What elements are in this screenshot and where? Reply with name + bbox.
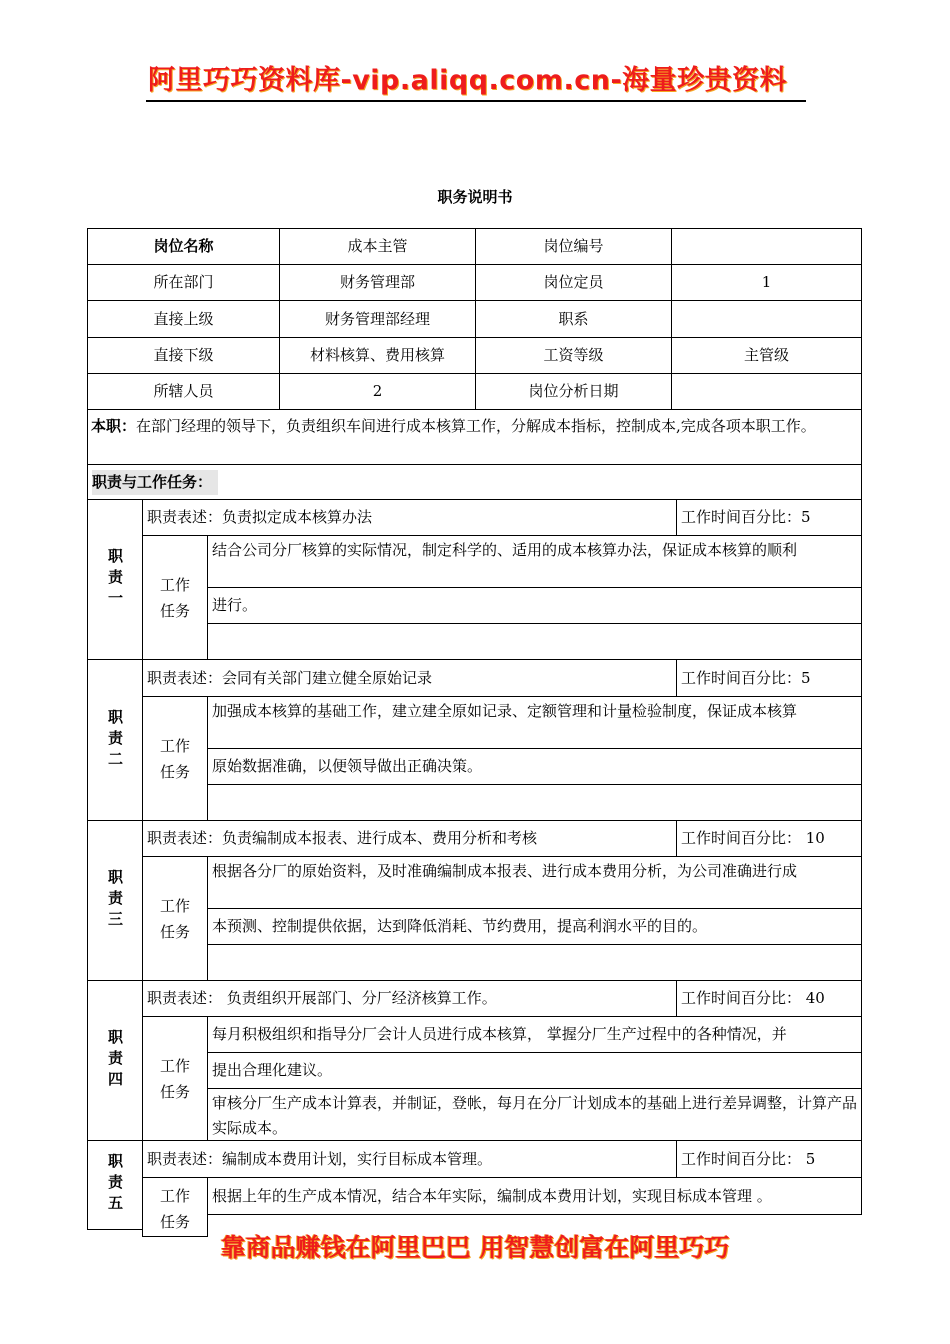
label-pay-grade: 工资等级 xyxy=(475,337,672,374)
label-post-name: 岗位名称 xyxy=(87,228,280,265)
duty-3-task-2: 本预测、控制提供依据，达到降低消耗、节约费用，提高利润水平的目的。 xyxy=(207,908,862,945)
duty-5-task-label xyxy=(142,1177,208,1237)
header-banner: 阿里巧巧资料库-vip.aliqq.com.cn-海量珍贵资料 xyxy=(148,65,788,96)
duty-1-task-1: 结合公司分厂核算的实际情况，制定科学的、适用的成本核算办法，保证成本核算的顺利 xyxy=(207,535,862,588)
label-post-number: 岗位编号 xyxy=(475,228,672,265)
duty-4-title-text: 职责四 xyxy=(106,1029,124,1092)
value-post-number xyxy=(671,228,862,265)
duty-1-task-3 xyxy=(207,623,862,660)
duty-3-task-1: 根据各分厂的原始资料，及时准确编制成本报表、进行成本费用分析，为公司准确进行成 xyxy=(207,856,862,909)
duties-header: 职责与工作任务： xyxy=(92,470,218,495)
duty-2-task-label xyxy=(142,696,208,821)
duty-summary xyxy=(87,409,862,465)
duty-3-task-label xyxy=(142,856,208,981)
duty-1-title xyxy=(87,499,143,660)
duty-3-desc: 职责表述：负责编制成本报表、进行成本、费用分析和考核 xyxy=(142,820,677,857)
duty-1-task-label xyxy=(142,535,208,660)
header-underline xyxy=(146,100,806,102)
duty-2-task-2: 原始数据准确，以便领导做出正确决策。 xyxy=(207,748,862,785)
job-description-table xyxy=(87,228,862,1231)
document-title: 职务说明书 xyxy=(437,188,513,206)
value-job-family xyxy=(671,300,862,338)
duty-4-task-3: 审核分厂生产成本计算表，并制证，登帐，每月在分厂计划成本的基础上进行差异调整，计算产品实际成本。 xyxy=(207,1088,862,1141)
task-label-text: 工作任务 xyxy=(159,896,190,941)
task-label-text: 工作任务 xyxy=(159,736,190,781)
value-analysis-date xyxy=(671,373,862,410)
duty-summary-text: 在部门经理的领导下，负责组织车间进行成本核算工作，分解成本指标，控制成本,完成各项本职工作。 xyxy=(136,417,816,435)
duty-1-pct: 工作时间百分比：5 xyxy=(676,499,862,536)
duty-4-pct: 工作时间百分比： 40 xyxy=(676,980,862,1017)
duties-header-row xyxy=(87,464,862,500)
duty-5-task-1: 根据上年的生产成本情况，结合本年实际，编制成本费用计划，实现目标成本管理 。 xyxy=(207,1177,862,1215)
duty-4-title xyxy=(87,980,143,1141)
duty-1-title-text: 职责一 xyxy=(106,548,124,611)
label-subordinates: 直接下级 xyxy=(87,337,280,374)
duty-3-pct: 工作时间百分比： 10 xyxy=(676,820,862,857)
duty-2-title xyxy=(87,659,143,821)
duty-2-title-text: 职责二 xyxy=(106,708,124,772)
duty-4-task-2: 提出合理化建议。 xyxy=(207,1052,862,1089)
duty-1-desc: 职责表述：负责拟定成本核算办法 xyxy=(142,499,677,536)
duty-4-desc: 职责表述： 负责组织开展部门、分厂经济核算工作。 xyxy=(142,980,677,1017)
value-department: 财务管理部 xyxy=(279,264,476,301)
value-staff: 2 xyxy=(279,373,476,410)
duty-3-task-3 xyxy=(207,944,862,981)
duty-5-title-text: 职责五 xyxy=(106,1153,124,1216)
duty-1-task-2: 进行。 xyxy=(207,587,862,624)
duty-2-desc: 职责表述：会同有关部门建立健全原始记录 xyxy=(142,659,677,697)
duty-summary-label: 本职： xyxy=(91,417,137,435)
task-label-text: 工作任务 xyxy=(159,1187,190,1231)
value-post-name: 成本主管 xyxy=(279,228,476,265)
task-label-text: 工作任务 xyxy=(159,1056,190,1101)
label-department: 所在部门 xyxy=(87,264,280,301)
value-subordinates: 材料核算、费用核算 xyxy=(279,337,476,374)
duty-2-task-1: 加强成本核算的基础工作，建立建全原如记录、定额管理和计量检验制度，保证成本核算 xyxy=(207,696,862,749)
task-label-text: 工作任务 xyxy=(159,575,190,620)
duty-5-pct: 工作时间百分比： 5 xyxy=(676,1140,862,1178)
duty-4-task-label xyxy=(142,1016,208,1141)
duty-5-desc: 职责表述：编制成本费用计划，实行目标成本管理。 xyxy=(142,1140,677,1178)
duty-3-title xyxy=(87,820,143,981)
label-analysis-date: 岗位分析日期 xyxy=(475,373,672,410)
duty-5-title xyxy=(87,1140,143,1230)
value-headcount: 1 xyxy=(671,264,862,301)
duty-2-task-3 xyxy=(207,784,862,821)
duty-3-title-text: 职责三 xyxy=(106,869,124,932)
label-headcount: 岗位定员 xyxy=(475,264,672,301)
value-pay-grade: 主管级 xyxy=(671,337,862,374)
duty-2-pct: 工作时间百分比：5 xyxy=(676,659,862,697)
value-superior: 财务管理部经理 xyxy=(279,300,476,338)
label-superior: 直接上级 xyxy=(87,300,280,338)
label-staff: 所辖人员 xyxy=(87,373,280,410)
footer-banner: 靠商品赚钱在阿里巴巴 用智慧创富在阿里巧巧 xyxy=(220,1233,730,1262)
label-job-family: 职系 xyxy=(475,300,672,338)
duty-4-task-1: 每月积极组织和指导分厂会计人员进行成本核算， 掌握分厂生产过程中的各种情况，并 xyxy=(207,1016,862,1053)
